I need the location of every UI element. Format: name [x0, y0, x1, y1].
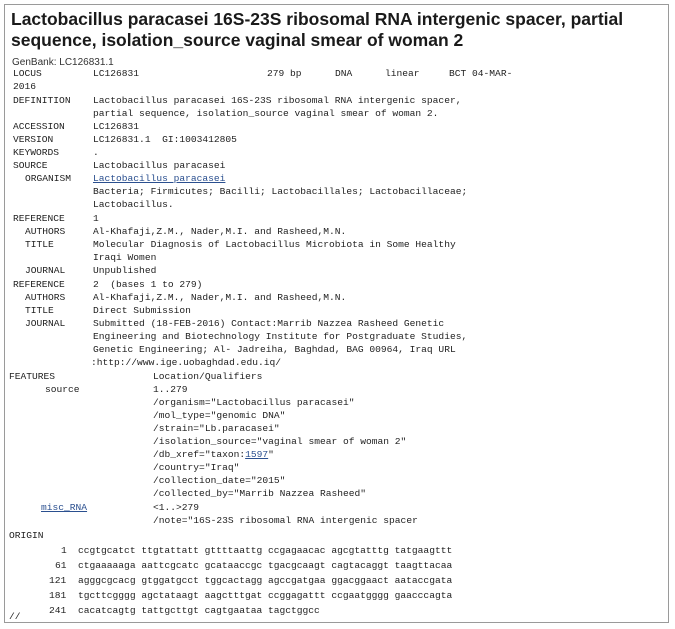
origin-seq: cacatcagtg tattgcttgt cagtgaataa tagctggcc	[78, 605, 320, 616]
journal-key: JOURNAL	[25, 318, 66, 329]
origin-key: ORIGIN	[9, 530, 44, 541]
feature-qualifier: /mol_type="genomic DNA"	[153, 410, 286, 421]
locus-key: LOCUS	[13, 68, 42, 79]
misc-rna-location: <1..>279	[153, 502, 200, 513]
title-key: TITLE	[25, 239, 54, 250]
locus-year: 2016	[13, 81, 37, 92]
authors-key: AUTHORS	[25, 292, 66, 303]
version-key: VERSION	[13, 134, 54, 145]
locus-division-date: BCT 04-MAR-	[449, 68, 513, 79]
organism-key: ORGANISM	[25, 173, 72, 184]
record-terminator: //	[9, 611, 21, 622]
journal-line: Genetic Engineering; Al- Jadreiha, Baghdad, BAG 00964, Iraq URL	[93, 344, 456, 355]
feature-qualifier: /collection_date="2015"	[153, 475, 286, 486]
source-value: Lactobacillus paracasei	[93, 160, 226, 171]
reference-value: 1	[93, 213, 99, 224]
reference-key: REFERENCE	[13, 279, 65, 290]
definition-line: Lactobacillus paracasei 16S-23S ribosomal RNA intergenic spacer,	[93, 95, 462, 106]
features-header: Location/Qualifiers	[153, 371, 263, 382]
authors-value: Al-Khafaji,Z.M., Nader,M.I. and Rasheed,M.N.	[93, 292, 347, 303]
misc-rna-note: /note="16S-23S ribosomal RNA intergenic spacer	[153, 515, 418, 526]
journal-line: :http://www.ige.uobaghdad.edu.iq/	[91, 357, 281, 368]
features-key: FEATURES	[9, 371, 56, 382]
journal-line: Unpublished	[93, 265, 157, 276]
authors-value: Al-Khafaji,Z.M., Nader,M.I. and Rasheed,M.N.	[93, 226, 347, 237]
accession-key: ACCESSION	[13, 121, 65, 132]
authors-key: AUTHORS	[25, 226, 66, 237]
title-key: TITLE	[25, 305, 54, 316]
version-value: LC126831.1 GI:1003412805	[93, 134, 237, 145]
definition-line: partial sequence, isolation_source vaginal smear of woman 2.	[93, 108, 439, 119]
ref-title-line: Direct Submission	[93, 305, 191, 316]
db-xref-prefix: /db_xref="taxon:	[153, 449, 246, 460]
locus-length: 279 bp	[267, 68, 302, 79]
feature-qualifier: /country="Iraq"	[153, 462, 240, 473]
definition-key: DEFINITION	[13, 95, 71, 106]
origin-pos: 241	[49, 605, 67, 616]
feature-qualifier: /organism="Lactobacillus paracasei"	[153, 397, 355, 408]
origin-pos: 1	[61, 545, 67, 556]
accession-value: LC126831	[93, 121, 140, 132]
genbank-label: GenBank: LC126831.1	[12, 57, 114, 68]
feature-source-location: 1..279	[153, 384, 188, 395]
locus-topology: linear	[385, 68, 420, 79]
organism-lineage: Bacteria; Firmicutes; Bacilli; Lactobacillales; Lactobacillaceae;	[93, 186, 468, 197]
origin-pos: 121	[49, 575, 67, 586]
genbank-record-frame	[4, 4, 669, 623]
journal-line: Engineering and Biotechnology Institute for Postgraduate Studies,	[93, 331, 468, 342]
taxon-link[interactable]: 1597	[245, 449, 269, 460]
origin-pos: 61	[55, 560, 67, 571]
db-xref-qualifier	[153, 449, 274, 460]
keywords-value: .	[93, 147, 99, 158]
source-key: SOURCE	[13, 160, 48, 171]
locus-name: LC126831	[93, 68, 140, 79]
keywords-key: KEYWORDS	[13, 147, 60, 158]
locus-moltype: DNA	[335, 68, 353, 79]
origin-pos: 181	[49, 590, 67, 601]
ref-title-line: Molecular Diagnosis of Lactobacillus Microbiota in Some Healthy	[93, 239, 456, 250]
reference-key: REFERENCE	[13, 213, 65, 224]
ref-title-line: Iraqi Women	[93, 252, 157, 263]
db-xref-suffix: "	[268, 449, 274, 460]
misc-rna-link[interactable]: misc_RNA	[41, 502, 88, 513]
origin-seq: ccgtgcatct ttgtattatt gttttaattg ccgagaacac agcgtatttg tatgaagttt	[78, 545, 453, 556]
feature-qualifier: /strain="Lb.paracasei"	[153, 423, 280, 434]
origin-seq: tgcttcgggg agctataagt aagctttgat ccggagattt ccgaatgggg gaacccagta	[78, 590, 453, 601]
organism-lineage: Lactobacillus.	[93, 199, 174, 210]
journal-key: JOURNAL	[25, 265, 66, 276]
feature-qualifier: /isolation_source="vaginal smear of woman 2"	[153, 436, 407, 447]
feature-source-key: source	[45, 384, 80, 395]
origin-seq: ctgaaaaaga aattcgcatc gcataaccgc tgacgcaagt cagtacaggt taagttacaa	[78, 560, 453, 571]
journal-line: Submitted (18-FEB-2016) Contact:Marrib Nazzea Rasheed Genetic	[93, 318, 445, 329]
organism-link[interactable]: Lactobacillus paracasei	[93, 173, 226, 184]
origin-seq: agggcgcacg gtggatgcct tggcactagg agccgatgaa ggacggaact aataccgata	[78, 575, 453, 586]
record-title: Lactobacillus paracasei 16S-23S ribosomal RNA intergenic spacer, partial sequence, isolation_source vaginal smear of woman 2	[11, 9, 624, 50]
feature-qualifier: /collected_by="Marrib Nazzea Rasheed"	[153, 488, 367, 499]
reference-value: 2 (bases 1 to 279)	[93, 279, 203, 290]
